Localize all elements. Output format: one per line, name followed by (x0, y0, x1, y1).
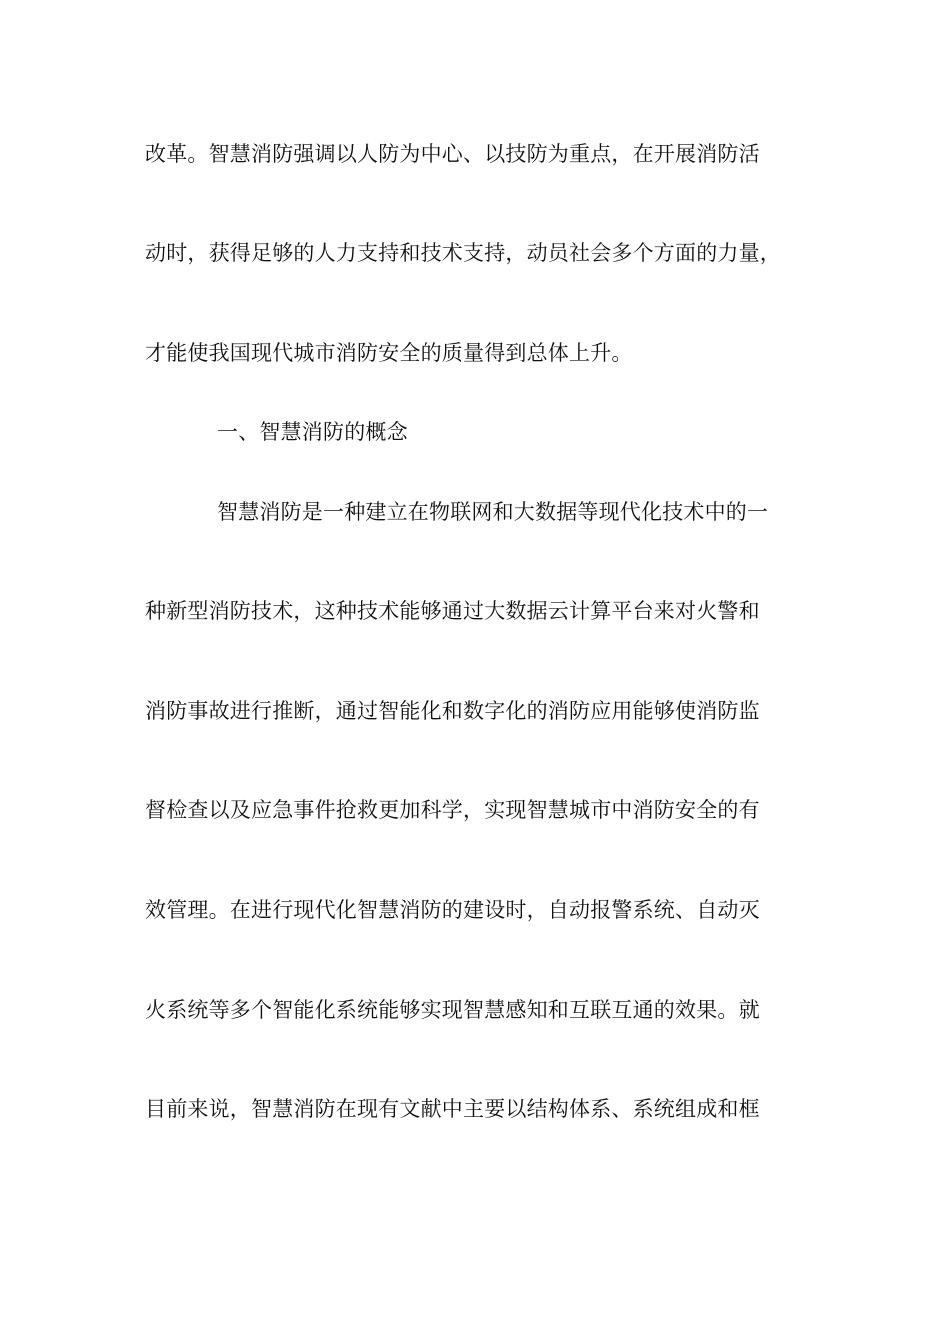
paragraph-line: 动时，获得足够的人力支持和技术支持，动员社会多个方面的力量， (145, 241, 781, 265)
paragraph-line: 智慧消防是一种建立在物联网和大数据等现代化技术中的一 (217, 500, 769, 524)
section-heading: 一、智慧消防的概念 (217, 420, 408, 444)
paragraph-line: 改革。智慧消防强调以人防为中心、以技防为重点，在开展消防活 (145, 142, 760, 166)
paragraph-line: 火系统等多个智能化系统能够实现智慧感知和互联互通的效果。就 (145, 998, 760, 1022)
paragraph-line: 督检查以及应急事件抢救更加科学，实现智慧城市中消防安全的有 (145, 798, 760, 822)
paragraph-line: 效管理。在进行现代化智慧消防的建设时，自动报警系统、自动灭 (145, 898, 760, 922)
paragraph-line: 目前来说，智慧消防在现有文献中主要以结构体系、系统组成和框 (145, 1097, 760, 1121)
paragraph-line: 消防事故进行推断，通过智能化和数字化的消防应用能够使消防监 (145, 699, 760, 723)
paragraph-line: 种新型消防技术，这种技术能够通过大数据云计算平台来对火警和 (145, 599, 760, 623)
paragraph-line: 才能使我国现代城市消防安全的质量得到总体上升。 (145, 341, 633, 365)
